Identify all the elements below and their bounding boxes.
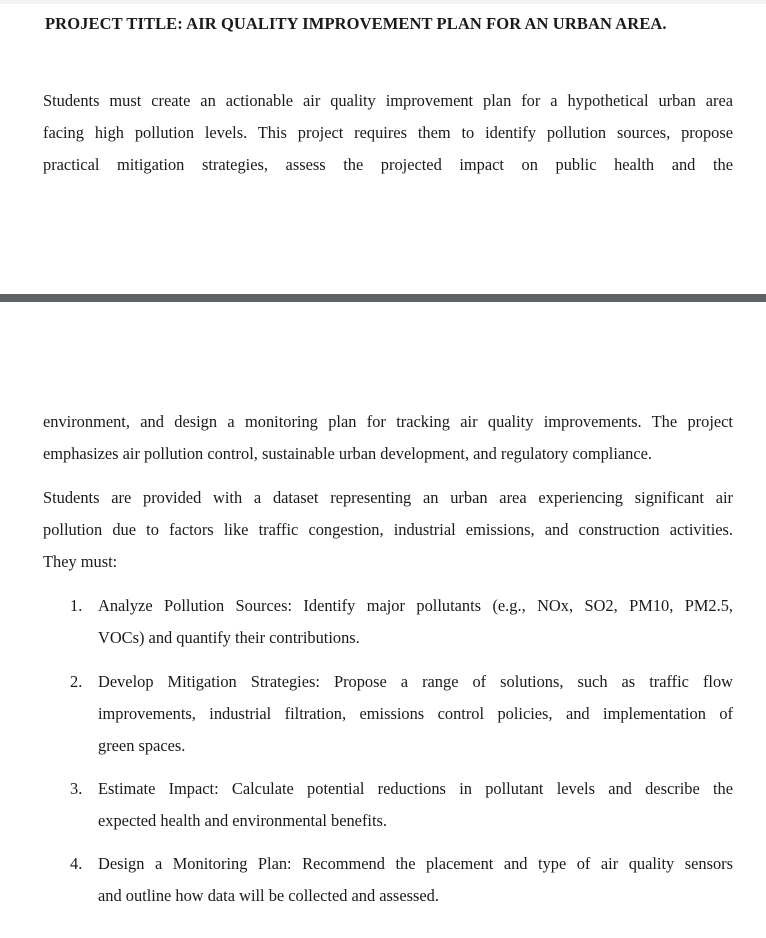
text-line: Estimate Impact: Calculate potential reductions in pollutant levels and describe the: [98, 779, 733, 798]
text-line: Students must create an actionable air quality improvement plan for a hypothetical urban area: [43, 91, 733, 110]
page-top-edge: [0, 0, 766, 4]
list-number: 1.: [70, 596, 83, 615]
text-line: Develop Mitigation Strategies: Propose a range of solutions, such as traffic flow: [98, 672, 733, 691]
intro-paragraph-continued: [43, 406, 733, 470]
list-number: 2.: [70, 672, 83, 691]
text-line: Analyze Pollution Sources: Identify major pollutants (e.g., NOx, SO2, PM10, PM2.5,: [98, 596, 733, 615]
text-line: expected health and environmental benefits.: [98, 811, 387, 830]
list-number: 3.: [70, 779, 83, 798]
text-line: green spaces.: [98, 736, 186, 755]
text-line: and outline how data will be collected and assessed.: [98, 886, 439, 905]
text-line: environment, and design a monitoring plan for tracking air quality improvements. The project: [43, 412, 733, 431]
project-title: PROJECT TITLE: AIR QUALITY IMPROVEMENT PLAN FOR AN URBAN AREA.: [45, 14, 667, 33]
text-line: Design a Monitoring Plan: Recommend the placement and type of air quality sensors: [98, 854, 733, 873]
list-item: [70, 666, 733, 762]
task-list: [70, 590, 733, 912]
page-2: [0, 302, 766, 938]
list-number: 4.: [70, 854, 83, 873]
text-line: pollution due to factors like traffic congestion, industrial emissions, and construction activities.: [43, 520, 733, 539]
dataset-paragraph: [43, 482, 733, 578]
text-line: practical mitigation strategies, assess the projected impact on public health and the: [43, 155, 733, 174]
list-item: [70, 848, 733, 912]
text-line: emphasizes air pollution control, sustainable urban development, and regulatory compliance.: [43, 444, 652, 463]
list-item: [70, 773, 733, 837]
intro-paragraph: [43, 85, 733, 181]
text-line: improvements, industrial filtration, emissions control policies, and implementation of: [98, 704, 733, 723]
text-line: They must:: [43, 552, 118, 571]
text-line: VOCs) and quantify their contributions.: [98, 628, 360, 647]
page-1: [0, 0, 766, 294]
text-line: Students are provided with a dataset representing an urban area experiencing significant air: [43, 488, 733, 507]
text-line: facing high pollution levels. This project requires them to identify pollution sources, propose: [43, 123, 733, 142]
page-break-divider: [0, 294, 766, 302]
list-item: [70, 590, 733, 654]
